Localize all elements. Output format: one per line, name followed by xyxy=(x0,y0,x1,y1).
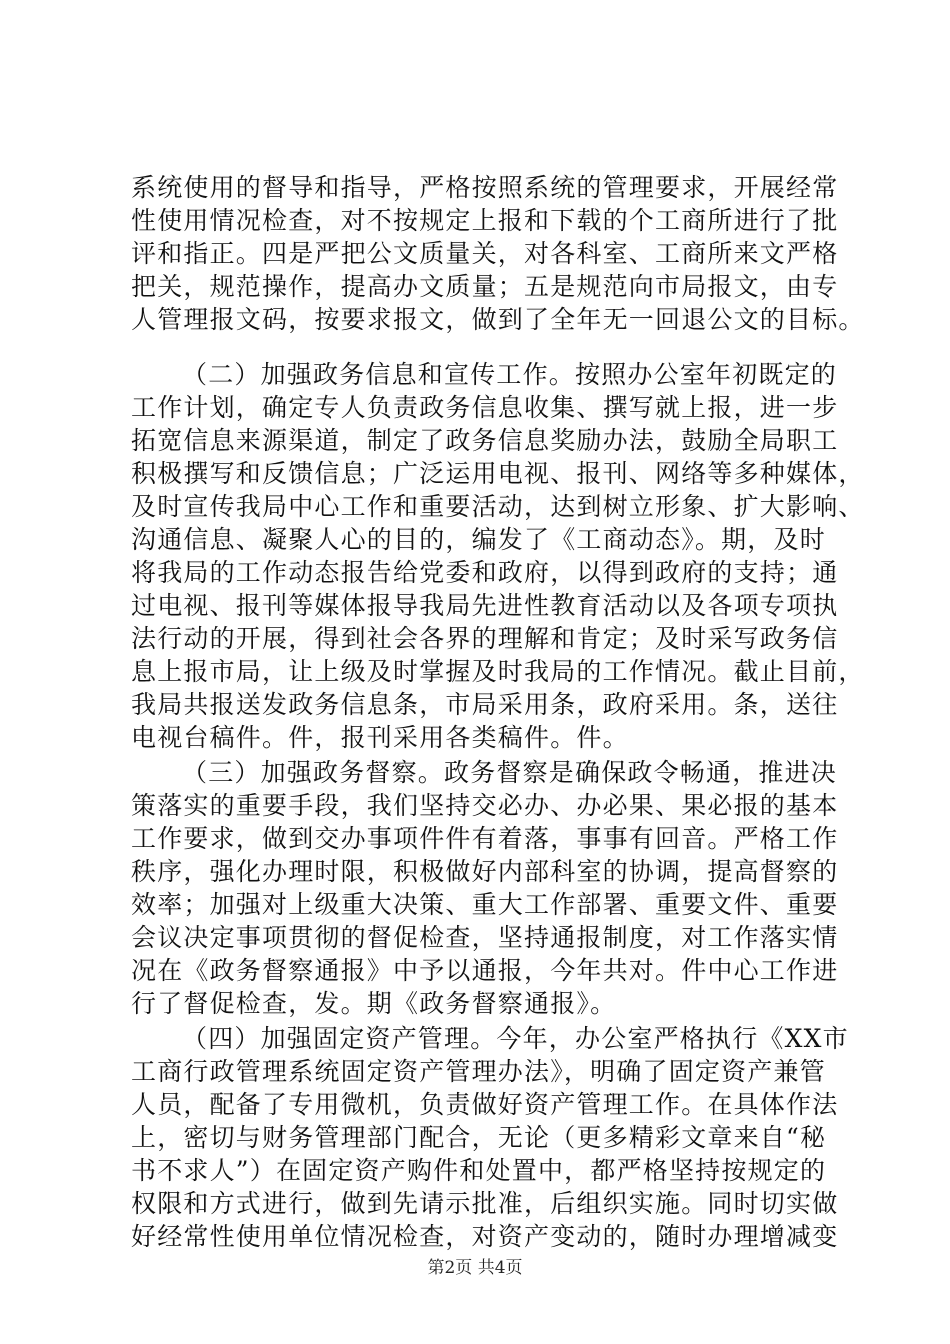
body-text-line: 把关，规范操作，提高办文质量；五是规范向市局报文，由专 xyxy=(131,272,839,301)
body-text-line: 上，密切与财务管理部门配合，无论（更多精彩文章来自“秘 xyxy=(131,1123,827,1152)
body-text-line: 况在《政务督察通报》中予以通报，今年共对。件中心工作进 xyxy=(131,956,839,985)
body-text-line: 电视台稿件。件，报刊采用各类稿件。件。 xyxy=(131,723,629,752)
body-text-line: 秩序，强化办理时限，积极做好内部科室的协调，提高督察的 xyxy=(131,857,839,886)
body-text-line: 人管理报文码，按要求报文，做到了全年无一回退公文的目标。 xyxy=(131,305,865,334)
body-text-line: 会议决定事项贯彻的督促检查，坚持通报制度，对工作落实情 xyxy=(131,923,839,952)
body-text-line: 行了督促检查，发。期《政务督察通报》。 xyxy=(131,989,617,1018)
body-text-line: 过电视、报刊等媒体报导我局先进性教育活动以及各项专项执 xyxy=(131,591,839,620)
body-text-line: 法行动的开展，得到社会各界的理解和肯定；及时采写政务信 xyxy=(131,624,839,653)
body-text-line: 好经常性使用单位情况检查，对资产变动的，随时办理增减变 xyxy=(131,1222,839,1251)
page-number-footer: 第2页 共4页 xyxy=(427,1258,523,1278)
body-text-line: 人员，配备了专用微机，负责做好资产管理工作。在具体作法 xyxy=(131,1090,839,1119)
body-text-line: 评和指正。四是严把公文质量关，对各科室、工商所来文严格 xyxy=(131,239,839,268)
body-text-line: 及时宣传我局中心工作和重要活动，达到树立形象、扩大影响、 xyxy=(131,492,865,521)
body-text-line: 系统使用的督导和指导，严格按照系统的管理要求，开展经常 xyxy=(131,173,839,202)
body-text-line: 书不求人”）在固定资产购件和处置中，都严格坚持按规定的 xyxy=(131,1156,827,1185)
body-text-line: 息上报市局，让上级及时掌握及时我局的工作情况。截止目前， xyxy=(131,657,865,686)
body-text-line: 工商行政管理系统固定资产管理办法》，明确了固定资产兼管 xyxy=(131,1057,826,1086)
body-text-line: 性使用情况检查，对不按规定上报和下载的个工商所进行了批 xyxy=(131,206,839,235)
body-text-line: 积极撰写和反馈信息；广泛运用电视、报刊、网络等多种媒体， xyxy=(131,459,865,488)
paragraph-first-line: （三）加强政务督察。政务督察是确保政令畅通，推进决 xyxy=(182,758,838,787)
body-text-line: 我局共报送发政务信息条，市局采用条，政府采用。条，送往 xyxy=(131,690,839,719)
body-text-line: 拓宽信息来源渠道，制定了政务信息奖励办法，鼓励全局职工 xyxy=(131,426,839,455)
body-text-line: 策落实的重要手段，我们坚持交必办、办必果、果必报的基本 xyxy=(131,791,839,820)
body-text-line: 工作计划，确定专人负责政务信息收集、撰写就上报，进一步 xyxy=(131,393,839,422)
body-text-line: 将我局的工作动态报告给党委和政府，以得到政府的支持；通 xyxy=(131,558,839,587)
body-text-line: 效率；加强对上级重大决策、重大工作部署、重要文件、重要 xyxy=(131,890,839,919)
paragraph-first-line: （二）加强政务信息和宣传工作。按照办公室年初既定的 xyxy=(182,360,838,389)
body-text-line: 工作要求，做到交办事项件件有着落，事事有回音。严格工作 xyxy=(131,824,839,853)
body-text-line: 沟通信息、凝聚人心的目的，编发了《工商动态》。期，及时 xyxy=(131,525,826,554)
paragraph-first-line: （四）加强固定资产管理。今年，办公室严格执行《XX市 xyxy=(182,1024,849,1053)
body-text-line: 权限和方式进行，做到先请示批准，后组织实施。同时切实做 xyxy=(131,1189,839,1218)
